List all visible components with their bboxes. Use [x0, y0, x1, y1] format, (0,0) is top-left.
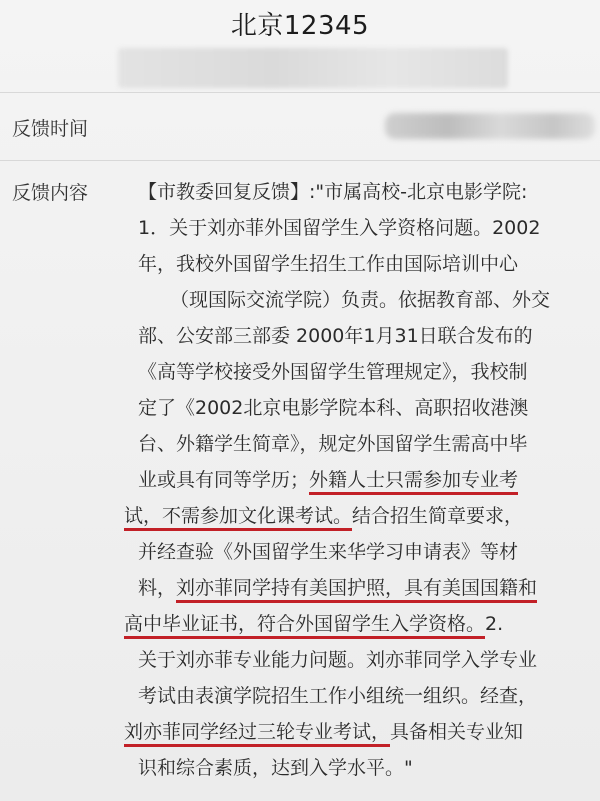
text-segment: 考试由表演学院招生工作小组统一组织。经查， — [138, 685, 538, 707]
text-segment: 识和综合素质，达到入学水平。" — [138, 757, 413, 779]
text-segment: 【市教委回复反馈】:"市属高校-北京电影学院: — [138, 181, 528, 203]
content-line — [138, 642, 537, 678]
content-line — [138, 318, 533, 354]
content-line — [138, 354, 528, 390]
underlined-text-segment: 高中毕业证书，符合外国留学生入学资格。 — [124, 613, 485, 639]
text-segment: 具备相关专业知 — [390, 721, 524, 743]
text-segment: 2. — [485, 613, 504, 635]
content-line — [124, 714, 523, 750]
text-segment: 1．关于刘亦菲外国留学生入学资格问题。2002 — [138, 217, 541, 239]
underlined-text-segment: 外籍人士只需参加专业考 — [309, 469, 518, 495]
text-segment: 并经查验《外国留学生来华学习申请表》等材 — [138, 541, 519, 563]
content-line — [124, 498, 523, 534]
text-segment: 部、公安部三部委 2000年1月31日联合发布的 — [138, 325, 533, 347]
text-segment: 定了《2002北京电影学院本科、高职招收港澳 — [138, 397, 529, 419]
text-segment: 料， — [138, 577, 177, 599]
text-segment: （现国际交流学院）负责。依据教育部、外交 — [170, 289, 551, 311]
underlined-text-segment: 刘亦菲同学持有美国护照，具有美国国籍和 — [176, 577, 537, 603]
underlined-text-segment: 刘亦菲同学经过三轮专业考试， — [124, 721, 390, 747]
underlined-text-segment: 试，不需参加文化课考试。 — [124, 505, 352, 531]
page-title: 北京12345 — [230, 10, 370, 41]
blurred-feedback-time — [385, 113, 595, 139]
content-line — [138, 426, 528, 462]
content-line — [138, 534, 518, 570]
content-line — [138, 390, 528, 426]
text-segment: 业或具有同等学历； — [138, 469, 310, 491]
text-segment: 关于刘亦菲专业能力问题。刘亦菲同学入学专业 — [138, 649, 538, 671]
text-segment: 结合招生简章要求， — [352, 505, 524, 527]
content-line — [138, 678, 537, 714]
text-segment: 台、外籍学生简章》，规定外国留学生需高中毕 — [138, 433, 528, 455]
blurred-subtitle — [118, 48, 508, 88]
content-line — [138, 246, 518, 282]
content-line — [138, 750, 413, 786]
divider-middle — [0, 160, 600, 161]
text-segment: 《高等学校接受外国留学生管理规定》，我校制 — [138, 361, 528, 383]
content-line — [138, 210, 540, 246]
feedback-time-label: 反馈时间 — [12, 118, 89, 140]
content-line — [138, 570, 537, 606]
content-line — [170, 282, 550, 318]
content-line — [124, 606, 503, 642]
content-line — [138, 462, 518, 498]
divider-top — [0, 92, 600, 93]
text-segment: 年，我校外国留学生招生工作由国际培训中心 — [138, 253, 519, 275]
feedback-content-label: 反馈内容 — [12, 182, 89, 204]
content-line — [138, 174, 527, 210]
